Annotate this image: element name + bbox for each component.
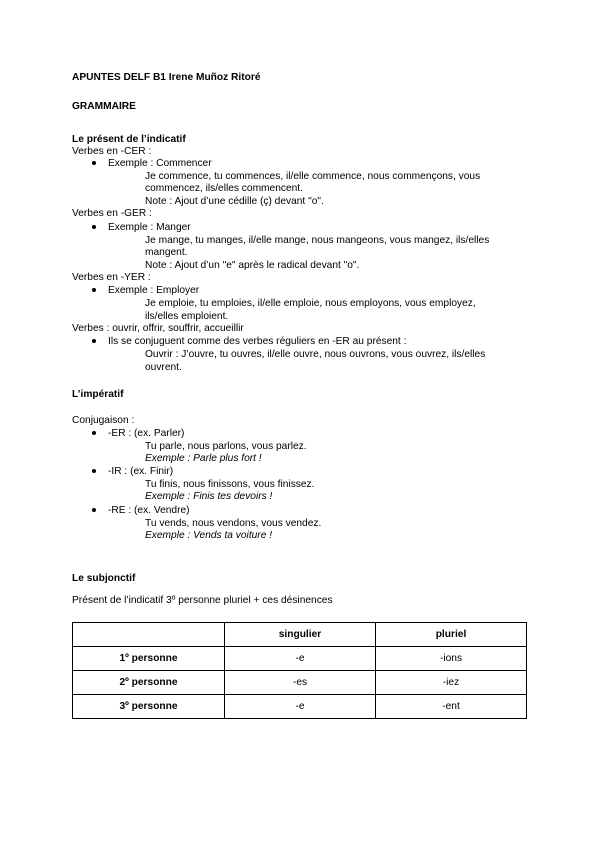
bullet [92,431,96,435]
conjugation-ger-line1: Je mange, tu manges, il/elle mange, nous mangeons, vous mangez, ils/elles [145,235,490,246]
example-ger: Exemple : Manger [108,222,191,233]
example-yer: Exemple : Employer [108,285,200,296]
other-verbs-rule: Ils se conjuguent comme des verbes réguliers en -ER au présent : [108,336,407,347]
table-header-pluriel: pluriel [376,623,527,647]
table-cell-person: 3º personne [73,695,225,719]
table-cell-singulier: -es [225,671,376,695]
conjugation-ouvrir-line2: ouvrent. [145,362,182,373]
bullet [92,288,96,292]
subjonctif-intro: Présent de l’indicatif 3º personne pluriel + ces désinences [72,595,333,606]
imperatif-er-example: Exemple : Parle plus fort ! [145,453,262,464]
section-heading-grammaire: GRAMMAIRE [72,101,136,112]
imperatif-er-forms: Tu parle, nous parlons, vous parlez. [145,441,307,452]
table-cell-pluriel: -ions [376,647,527,671]
conjugation-yer-line2: ils/elles emploient. [145,311,229,322]
imperatif-re-example: Exemple : Vends ta voiture ! [145,530,273,541]
table-cell-person: 2º personne [73,671,225,695]
bullet [92,225,96,229]
conjugation-cer-line1: Je commence, tu commences, il/elle commence, nous commençons, vous [145,171,481,182]
bullet [92,508,96,512]
table-cell-singulier: -e [225,695,376,719]
bullet [92,339,96,343]
table-cell-singulier: -e [225,647,376,671]
subjonctif-endings-table [72,622,527,719]
table-row [73,695,527,719]
table-cell-pluriel: -iez [376,671,527,695]
table-header-singulier: singulier [225,623,376,647]
label-verbes-yer: Verbes en -YER : [72,272,151,283]
imperatif-ir-forms: Tu finis, nous finissons, vous finissez. [145,479,315,490]
bullet [92,469,96,473]
heading-present-indicatif: Le présent de l’indicatif [72,134,186,145]
label-verbes-other: Verbes : ouvrir, offrir, souffrir, accueillir [72,323,244,334]
imperatif-ir-label: -IR : (ex. Finir) [108,466,174,477]
example-cer: Exemple : Commencer [108,158,212,169]
conjugation-ger-line2: mangent. [145,247,188,258]
table-row [73,671,527,695]
table-cell-pluriel: -ent [376,695,527,719]
conjugation-ouvrir-line1: Ouvrir : J’ouvre, tu ouvres, il/elle ouvre, nous ouvrons, vous ouvrez, ils/elles [145,349,486,360]
conjugation-cer-line2: commencez, ils/elles commencent. [145,183,303,194]
table-header-row [73,623,527,647]
label-verbes-ger: Verbes en -GER : [72,208,152,219]
note-cer: Note : Ajout d’une cédille (ç) devant "o". [145,196,324,207]
label-verbes-cer: Verbes en -CER : [72,146,152,157]
document-title: APUNTES DELF B1 Irene Muñoz Ritoré [72,72,261,83]
bullet [92,161,96,165]
table-header-empty [73,623,225,647]
table-row [73,647,527,671]
imperatif-er-label: -ER : (ex. Parler) [108,428,185,439]
heading-imperatif: L’impératif [72,389,124,400]
conjugation-yer-line1: Je emploie, tu emploies, il/elle emploie, nous employons, vous employez, [145,298,476,309]
heading-subjonctif: Le subjonctif [72,573,136,584]
table-cell-person: 1º personne [73,647,225,671]
note-ger: Note : Ajout d’un "e" après le radical devant "o". [145,260,360,271]
imperatif-re-label: -RE : (ex. Vendre) [108,505,190,516]
imperatif-re-forms: Tu vends, nous vendons, vous vendez. [145,518,322,529]
label-conjugaison: Conjugaison : [72,415,135,426]
imperatif-ir-example: Exemple : Finis tes devoirs ! [145,491,273,502]
